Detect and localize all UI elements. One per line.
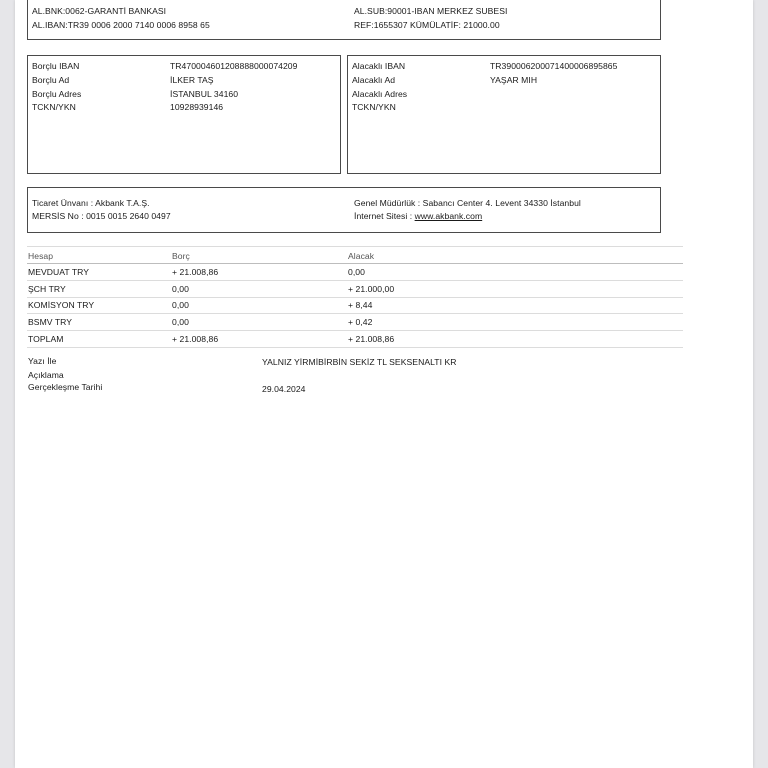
total-credit: + 21.008,86 [348, 334, 395, 344]
creditor-address-label: Alacaklı Adres [352, 89, 408, 99]
debtor-box [27, 55, 341, 174]
creditor-iban-label: Alacaklı IBAN [352, 61, 406, 71]
website-label: İnternet Sitesi : [354, 211, 415, 221]
row-debit: 0,00 [172, 317, 189, 327]
company-hq-address: Genel Müdürlük : Sabancı Center 4. Levent 34330 İstanbul [354, 198, 581, 208]
row-credit: 0,00 [348, 267, 365, 277]
receiver-bank-name: AL.BNK:0062-GARANTİ BANKASI [32, 6, 167, 16]
company-mersis: MERSİS No : 0015 0015 2640 0497 [32, 211, 171, 221]
receiver-iban: AL.IBAN:TR39 0006 2000 7140 0006 8958 65 [32, 20, 210, 30]
header-account: Hesap [28, 251, 54, 261]
total-account: TOPLAM [28, 334, 64, 344]
creditor-tckn-label: TCKN/YKN [352, 102, 396, 112]
row-credit: + 21.000,00 [348, 284, 395, 294]
date-value: 29.04.2024 [262, 384, 306, 394]
row-rule [27, 297, 683, 298]
row-account: ŞCH TRY [28, 284, 66, 294]
debtor-address-label: Borçlu Adres [32, 89, 82, 99]
debtor-address-value: İSTANBUL 34160 [170, 89, 239, 99]
row-debit: + 21.008,86 [172, 267, 219, 277]
row-credit: + 8,44 [348, 300, 373, 310]
row-debit: 0,00 [172, 300, 189, 310]
amount-words-value: YALNIZ YİRMİBİRBİN SEKİZ TL SEKSENALTI KR [262, 357, 457, 367]
date-label: Gerçekleşme Tarihi [28, 382, 103, 392]
table-header-rule [27, 263, 683, 264]
header-credit: Alacak [348, 251, 375, 261]
creditor-name-value: YAŞAR MIH [490, 75, 538, 85]
row-debit: 0,00 [172, 284, 189, 294]
debtor-tckn-label: TCKN/YKN [32, 102, 76, 112]
debtor-tckn-value: 10928939146 [170, 102, 224, 112]
reference-cumulative: REF:1655307 KÜMÜLATİF: 21000.00 [354, 20, 500, 30]
header-debit: Borç [172, 251, 190, 261]
row-account: BSMV TRY [28, 317, 73, 327]
debtor-name-value: İLKER TAŞ [170, 75, 214, 85]
website-link[interactable]: www.akbank.com [414, 211, 483, 221]
total-debit: + 21.008,86 [172, 334, 219, 344]
debtor-iban-value: TR470004601208888000074209 [170, 61, 298, 71]
company-info-box [27, 187, 661, 233]
table-top-rule [27, 246, 683, 247]
description-label: Açıklama [28, 370, 64, 380]
debtor-iban-label: Borçlu IBAN [32, 61, 80, 71]
creditor-iban-value: TR390006200071400006895865 [490, 61, 618, 71]
company-website [354, 211, 482, 222]
debtor-name-label: Borçlu Ad [32, 75, 70, 85]
row-rule [27, 280, 683, 281]
amount-words-label: Yazı İle [28, 356, 57, 366]
creditor-name-label: Alacaklı Ad [352, 75, 396, 85]
creditor-box [347, 55, 661, 174]
row-credit: + 0,42 [348, 317, 373, 327]
row-rule [27, 330, 683, 331]
row-rule [27, 313, 683, 314]
row-account: KOMİSYON TRY [28, 300, 95, 310]
row-account: MEVDUAT TRY [28, 267, 90, 277]
receiver-branch: AL.SUB:90001-IBAN MERKEZ SUBESI [354, 6, 508, 16]
table-bottom-rule [27, 347, 683, 348]
company-trade-name: Ticaret Ünvanı : Akbank T.A.Ş. [32, 198, 150, 208]
